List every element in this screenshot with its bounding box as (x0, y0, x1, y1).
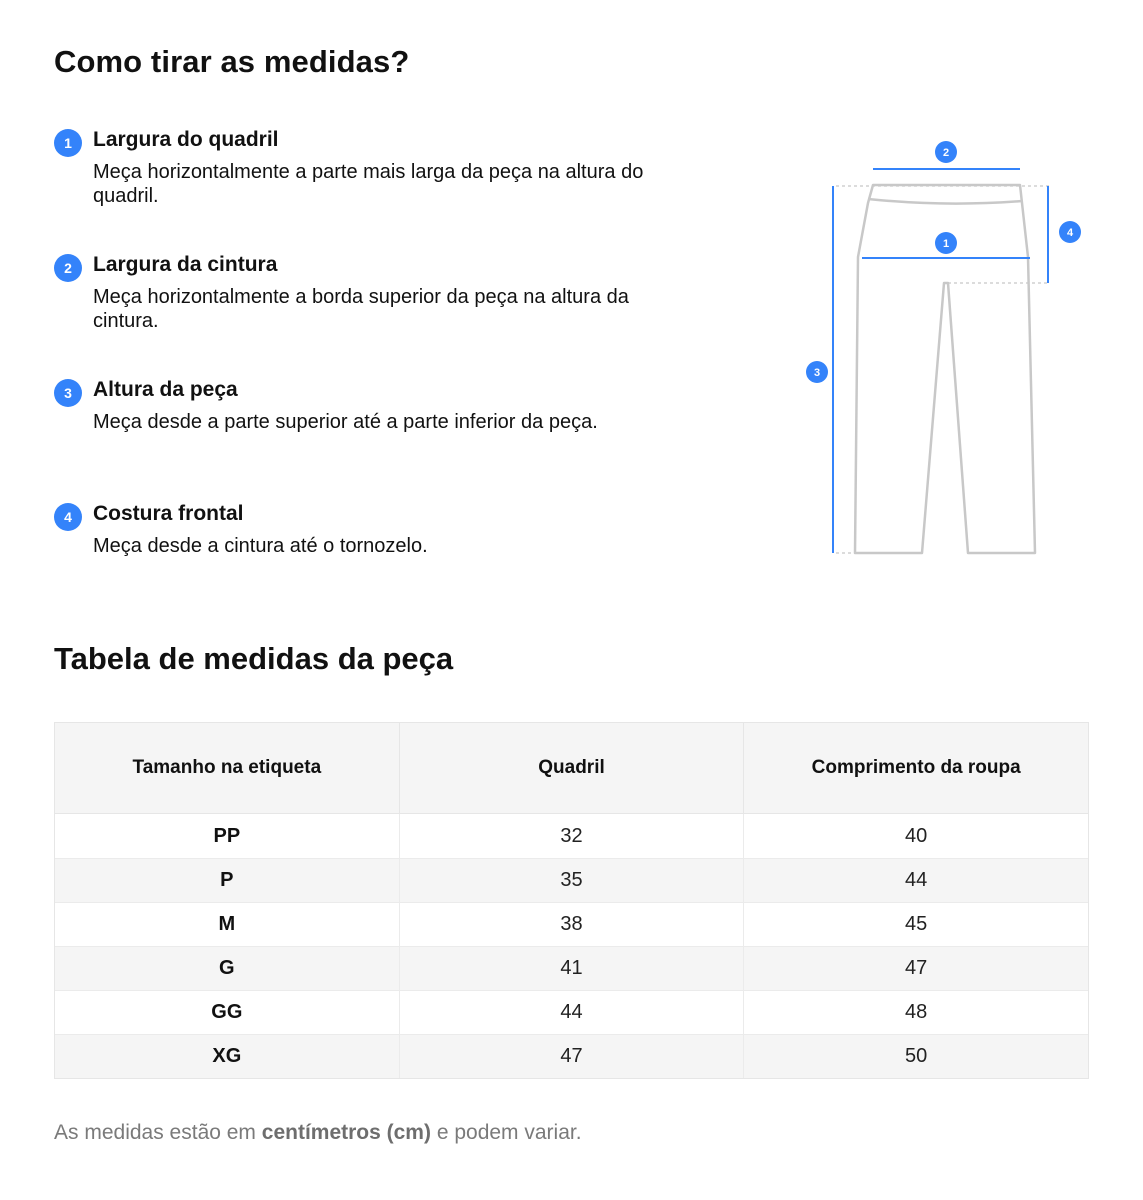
hip-cell: 38 (399, 903, 744, 946)
measurement-lines (833, 169, 1048, 553)
footnote-unit: centímetros (cm) (261, 1121, 431, 1144)
length-cell: 45 (743, 903, 1088, 946)
step-number-badge: 2 (54, 254, 82, 282)
size-cell: G (219, 957, 235, 979)
step-number-badge: 1 (54, 129, 82, 157)
hip-cell: 47 (399, 1035, 744, 1078)
table-row (55, 902, 1088, 946)
hip-cell: 44 (399, 991, 744, 1034)
marker-label: 1 (942, 238, 950, 250)
marker-3 (806, 361, 828, 383)
page-title: Como tirar as medidas? (54, 44, 410, 79)
step-number-badge: 4 (54, 503, 82, 531)
hip-cell: 41 (399, 947, 744, 990)
length-cell: 44 (743, 859, 1088, 902)
units-footnote (54, 1121, 582, 1145)
column-header-hip: Quadril (399, 723, 744, 813)
size-cell: P (220, 869, 234, 891)
size-cell: XG (212, 1045, 242, 1067)
step-description: Meça horizontalmente a borda superior da peça na altura da cintura. (93, 286, 629, 332)
table-header-row (55, 723, 1088, 814)
hip-cell: 35 (399, 859, 744, 902)
size-cell: GG (211, 1001, 243, 1023)
marker-label: 4 (1066, 227, 1074, 239)
marker-1 (935, 232, 957, 254)
step-title: Altura da peça (93, 378, 238, 401)
size-cell: PP (213, 824, 241, 847)
footnote-suffix: e podem variar. (430, 1121, 582, 1144)
table-row (55, 858, 1088, 902)
step-number-badge: 3 (54, 379, 82, 407)
size-table (54, 722, 1089, 1079)
column-header-length: Comprimento da roupa (743, 723, 1088, 813)
size-cell: M (218, 913, 236, 935)
footnote-prefix: As medidas estão em (54, 1121, 262, 1144)
hip-cell: 32 (399, 814, 744, 858)
length-cell: 48 (743, 991, 1088, 1034)
marker-4 (1059, 221, 1081, 243)
marker-label: 3 (813, 367, 821, 379)
table-row (55, 1034, 1088, 1078)
column-header-size: Tamanho na etiqueta (132, 757, 322, 778)
step-title: Largura da cintura (93, 253, 278, 276)
marker-label: 2 (942, 147, 950, 159)
length-cell: 50 (743, 1035, 1088, 1078)
step-description: Meça desde a cintura até o tornozelo. (93, 535, 428, 557)
table-row (55, 946, 1088, 990)
table-row (55, 990, 1088, 1034)
step-title: Costura frontal (93, 502, 244, 525)
table-body (55, 814, 1088, 1078)
pants-measurement-diagram (800, 135, 1090, 565)
length-cell: 40 (743, 814, 1088, 858)
table-row (55, 814, 1088, 858)
size-table-title: Tabela de medidas da peça (54, 641, 454, 676)
length-cell: 47 (743, 947, 1088, 990)
step-description: Meça horizontalmente a parte mais larga da peça na altura do quadril. (93, 161, 644, 207)
marker-2 (935, 141, 957, 163)
step-description: Meça desde a parte superior até a parte inferior da peça. (93, 411, 598, 433)
step-title: Largura do quadril (93, 128, 279, 151)
